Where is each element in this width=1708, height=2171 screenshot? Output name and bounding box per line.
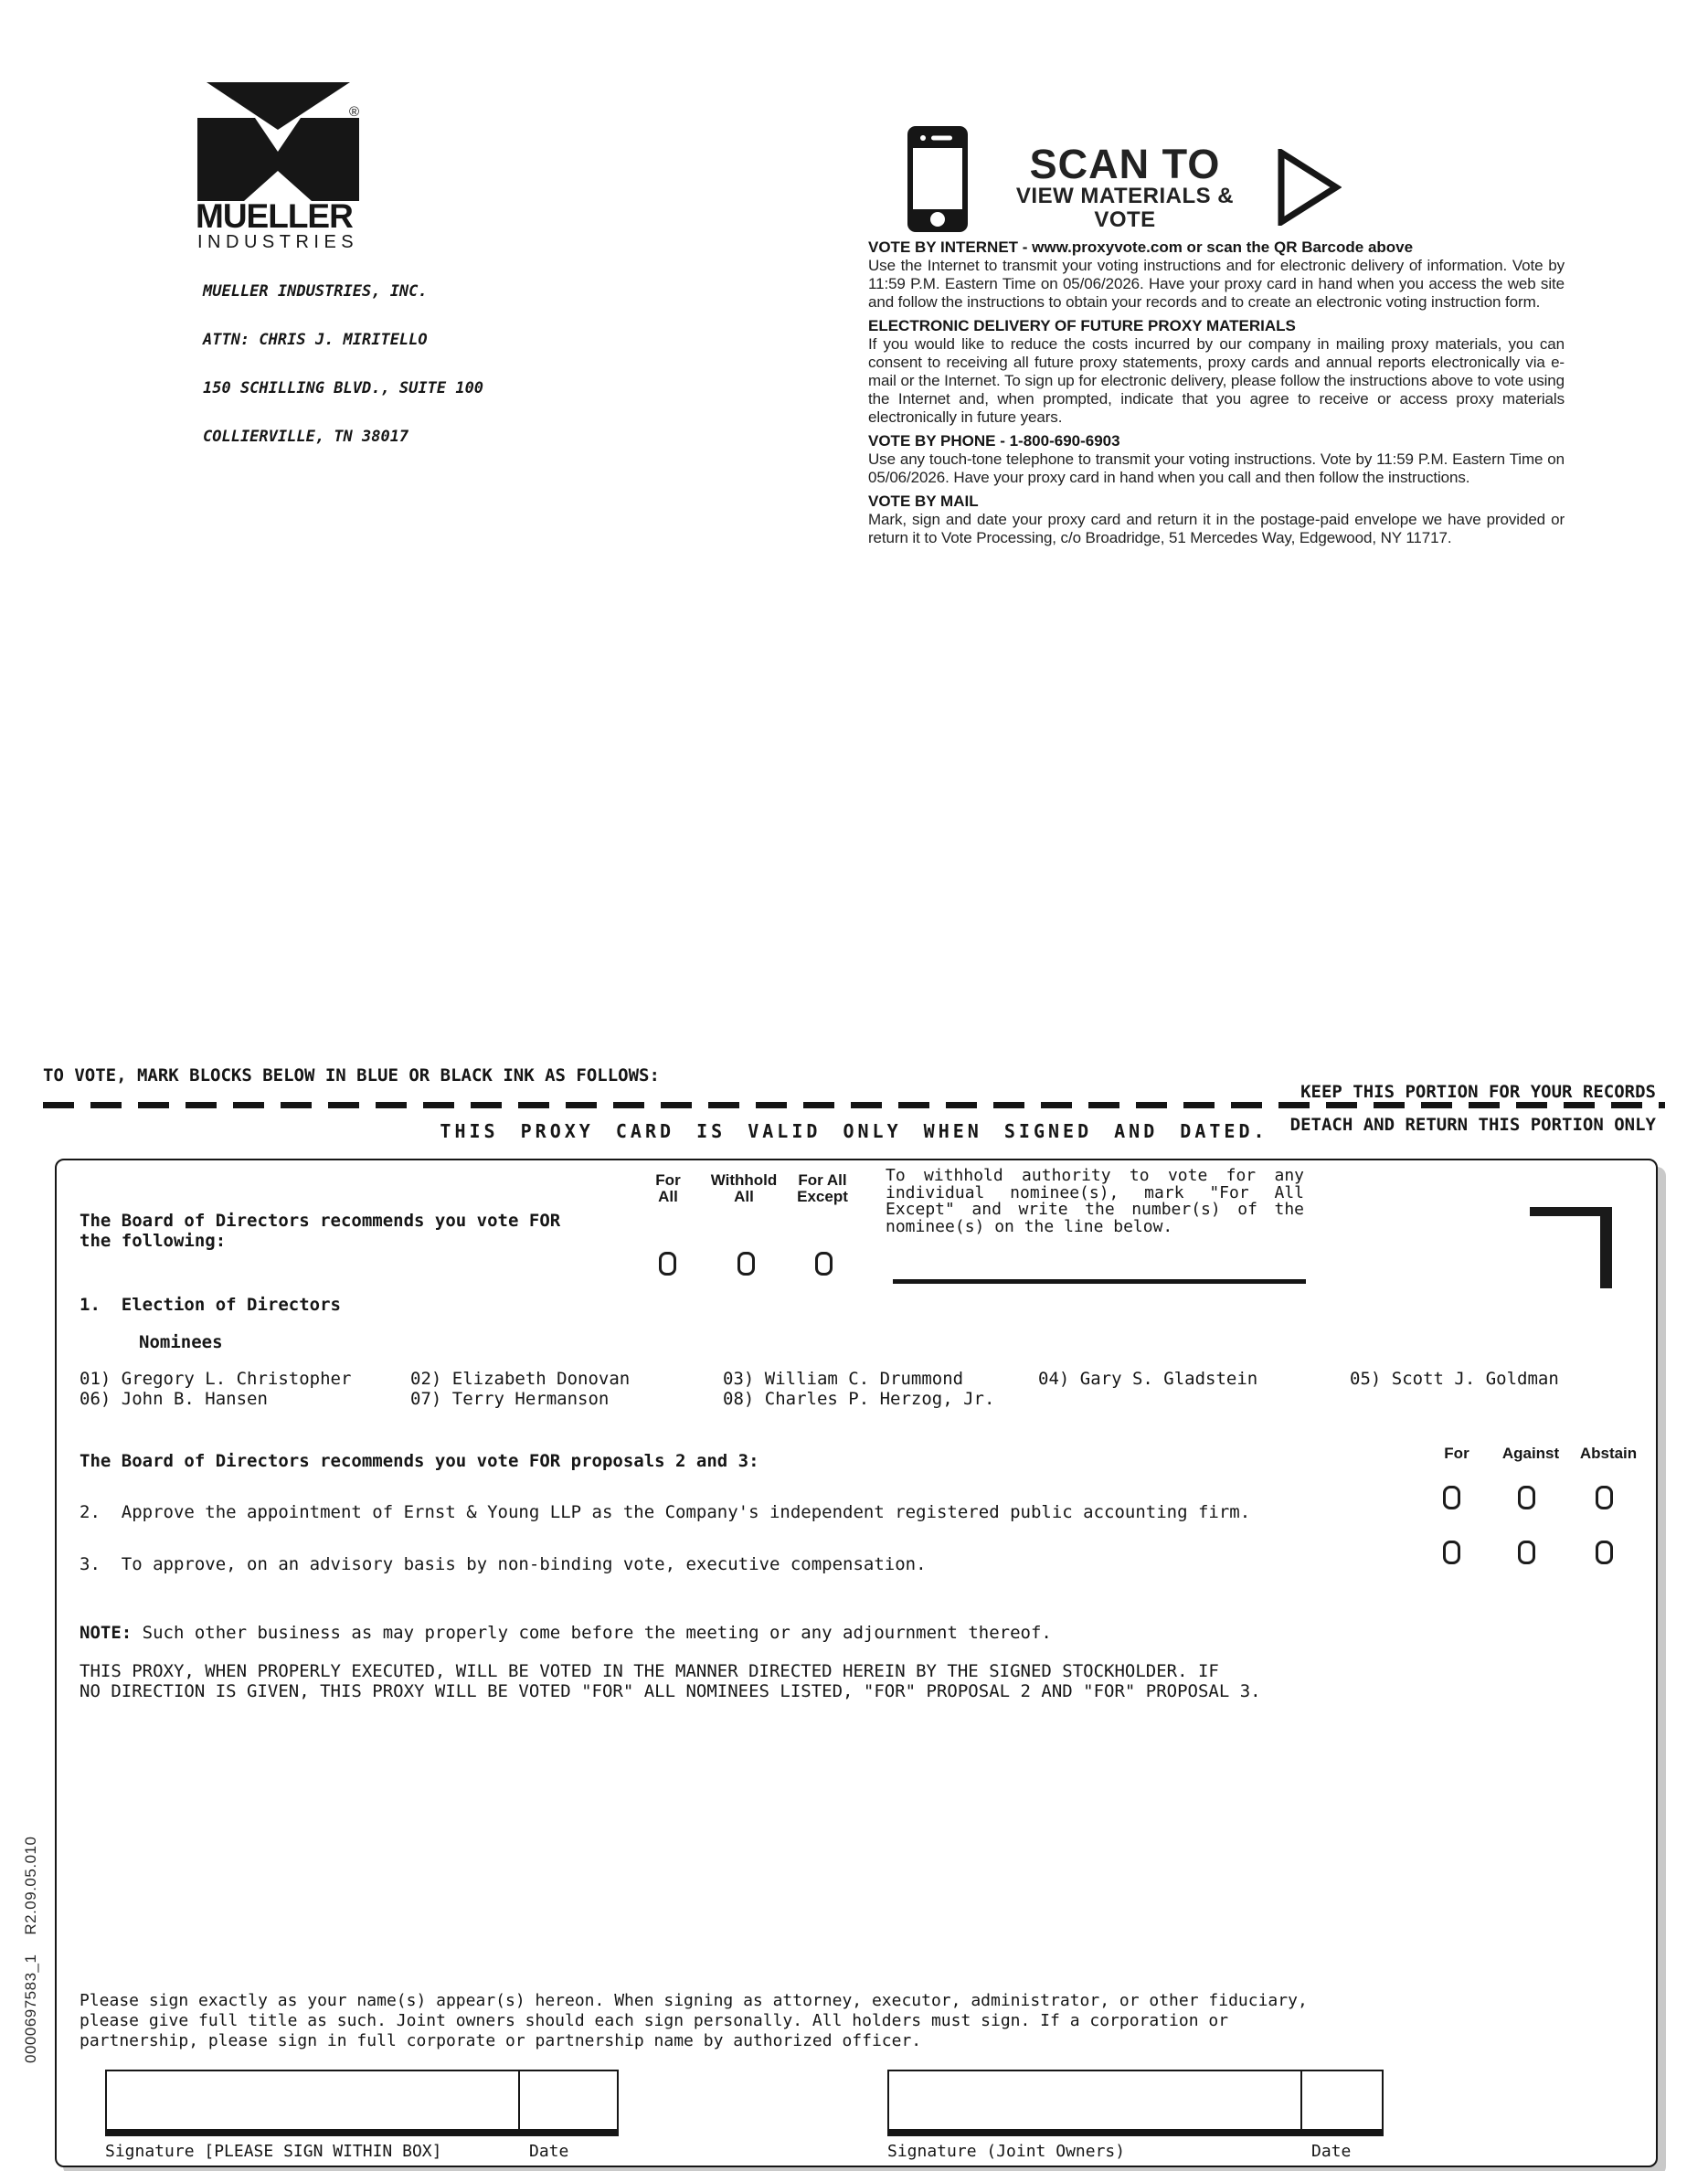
withhold-note-line: nominee(s) on the line below. [886,1216,1173,1236]
nominee-02: 02) Elizabeth Donovan [410,1369,631,1389]
withhold-note-line: To withhold authority to vote for any [886,1166,1304,1185]
vote-by-internet-section [868,238,1565,312]
nominee-06: 06) John B. Hansen [80,1389,268,1409]
checkbox-proposal2-for[interactable] [1443,1486,1460,1509]
checkbox-proposal3-against[interactable] [1518,1541,1535,1564]
date-primary-label: Date [529,2142,569,2161]
item-election-of-directors: 1. Election of Directors [80,1295,341,1315]
nominee-04: 04) Gary S. Gladstein [1038,1369,1258,1389]
vote-by-phone-section [868,432,1565,487]
checkbox-proposal3-abstain[interactable] [1596,1541,1613,1564]
execution-statement-line2: NO DIRECTION IS GIVEN, THIS PROXY WILL BE VOTED "FOR" ALL NOMINEES LISTED, "FOR" PROPOSAL 2 AND "FOR" PROPOSAL 3. [80,1681,1261,1701]
mark-blocks-instruction: TO VOTE, MARK BLOCKS BELOW IN BLUE OR BLACK INK AS FOLLOWS: [43,1065,660,1086]
nominee-03: 03) William C. Drummond [723,1369,964,1389]
vote-by-mail-heading: VOTE BY MAIL [868,492,979,510]
other-business-note [80,1623,1052,1643]
column-header-line: All [658,1187,678,1205]
vote-by-phone-body: Use any touch-tone telephone to transmit your voting instructions. Vote by 11:59 P.M. Eastern Time on 05/06/2026. Have your proxy card in hand when you call and then follow the instructions. [868,450,1565,486]
nominee-07: 07) Terry Hermanson [410,1389,610,1409]
vote-by-mail-section [868,492,1565,547]
note-text: Such other business as may properly come before the meeting or any adjournment thereof. [142,1623,1052,1643]
sign-instructions-line1: Please sign exactly as your name(s) appear(s) hereon. When signing as attorney, executor, administrator, or other fiduciary, [80,1991,1308,2010]
column-header-line: For All [798,1171,847,1189]
proposal-2-text: 2. Approve the appointment of Ernst & Young LLP as the Company's independent registered public accounting firm. [80,1502,1251,1522]
recipient-line: ATTN: CHRIS J. MIRITELLO [203,330,428,349]
electronic-delivery-heading: ELECTRONIC DELIVERY OF FUTURE PROXY MATERIALS [868,317,1296,334]
electronic-delivery-body: If you would like to reduce the costs incurred by our company in mailing proxy materials, you can consent to receiving all future proxy statements, proxy cards and annual reports electronically via e-mail or the Internet. To sign up for electronic delivery, please follow the instructions above to vote using the Internet and, when prompted, indicate that you agree to receive or access proxy materials electronically in future years. [868,335,1565,426]
arrow-right-icon [1278,149,1342,230]
column-header-line: For [655,1171,681,1189]
checkbox-election-withhold-all[interactable] [737,1252,755,1276]
column-header-line: All [734,1187,754,1205]
nominee-01: 01) Gregory L. Christopher [80,1369,352,1389]
sign-instructions-line3: partnership, please sign in full corporate or partnership name by authorized officer. [80,2031,922,2050]
vote-by-internet-heading: VOTE BY INTERNET - www.proxyvote.com or scan the QR Barcode above [868,238,1414,256]
column-header-line: Withhold [710,1171,778,1189]
scan-to-title: SCAN TO [1029,141,1221,187]
keep-portion-label: KEEP THIS PORTION FOR YOUR RECORDS [1300,1082,1656,1102]
logo-brand-subtext: INDUSTRIES [197,232,359,252]
withhold-authority-note [886,1168,1304,1235]
recipient-line: MUELLER INDUSTRIES, INC. [203,282,428,302]
electronic-delivery-section [868,317,1565,427]
signature-date-divider [1300,2071,1302,2129]
proposal-3-text: 3. To approve, on an advisory basis by non-binding vote, executive compensation. [80,1554,927,1574]
recommend-directors-line1: The Board of Directors recommends you vote FOR [80,1211,561,1231]
nominee-05: 05) Scott J. Goldman [1350,1369,1559,1389]
withhold-note-line: Except" and write the number(s) of the [886,1200,1304,1219]
checkbox-proposal2-abstain[interactable] [1596,1486,1613,1509]
nominee-08: 08) Charles P. Herzog, Jr. [723,1389,995,1409]
note-label: NOTE: [80,1623,143,1643]
signature-box-joint[interactable] [887,2070,1384,2136]
smartphone-icon [907,126,968,237]
mueller-logo [197,82,362,256]
recipient-line: COLLIERVILLE, TN 38017 [203,427,409,446]
column-header-line: Except [797,1187,848,1205]
vote-by-phone-heading: VOTE BY PHONE - 1-800-690-6903 [868,432,1120,450]
registered-trademark: ® [349,104,360,120]
control-number-code: 0000697583_1 R2.09.05.010 [22,1836,39,2063]
scan-to-subtitle: VIEW MATERIALS & VOTE [1015,184,1235,232]
nominees-label: Nominees [139,1332,223,1352]
signature-primary-label: Signature [PLEASE SIGN WITHIN BOX] [105,2142,442,2161]
recipient-line: 150 SCHILLING BLVD., SUITE 100 [203,378,484,397]
signature-box-primary[interactable] [105,2070,619,2136]
scan-to-banner [982,141,1268,232]
mueller-m-icon [197,82,359,201]
column-header-for: For [1444,1445,1469,1462]
signature-date-divider [518,2071,520,2129]
signature-joint-label: Signature (Joint Owners) [887,2142,1126,2161]
checkbox-proposal3-for[interactable] [1443,1541,1460,1564]
recommend-proposals-line: The Board of Directors recommends you vote FOR proposals 2 and 3: [80,1451,759,1471]
column-header-against: Against [1501,1445,1560,1462]
checkbox-proposal2-against[interactable] [1518,1486,1535,1509]
checkbox-election-for-all-except[interactable] [815,1252,833,1276]
ballot-card [55,1159,1658,2167]
for-all-except-write-in-line[interactable] [893,1279,1306,1284]
logo-brand-text: MUELLER [196,197,353,235]
checkbox-election-for-all[interactable] [659,1252,676,1276]
recommend-directors-line2: the following: [80,1231,227,1251]
registration-corner-mark [1600,1207,1612,1288]
vote-by-internet-body: Use the Internet to transmit your voting instructions and for electronic delivery of information. Vote by 11:59 P.M. Eastern Time on 05/06/2026. Have your proxy card in hand when you access the web site and follow the instructions to obtain your records and to create an electronic voting instruction form. [868,257,1565,311]
recipient-address [203,252,483,477]
execution-statement-line1: THIS PROXY, WHEN PROPERLY EXECUTED, WILL BE VOTED IN THE MANNER DIRECTED HEREIN BY THE SIGNED STOCKHOLDER. IF [80,1661,1219,1681]
withhold-note-line: individual nominee(s), mark "For All [886,1182,1304,1202]
column-header-for-all-except [772,1172,873,1204]
vote-instructions-column [868,238,1565,553]
valid-when-signed-notice: THIS PROXY CARD IS VALID ONLY WHEN SIGNED AND DATED. [440,1120,1268,1142]
vote-by-mail-body: Mark, sign and date your proxy card and return it in the postage-paid envelope we have provided or return it to Vote Processing, c/o Broadridge, 51 Mercedes Way, Edgewood, NY 11717. [868,511,1565,546]
date-joint-label: Date [1311,2142,1352,2161]
detach-portion-label: DETACH AND RETURN THIS PORTION ONLY [1289,1115,1656,1135]
sign-instructions-line2: please give full title as such. Joint owners should each sign personally. All holders must sign. If a corporation or [80,2011,1229,2030]
column-header-abstain: Abstain [1579,1445,1638,1462]
detach-perforation-line [43,1102,1665,1108]
